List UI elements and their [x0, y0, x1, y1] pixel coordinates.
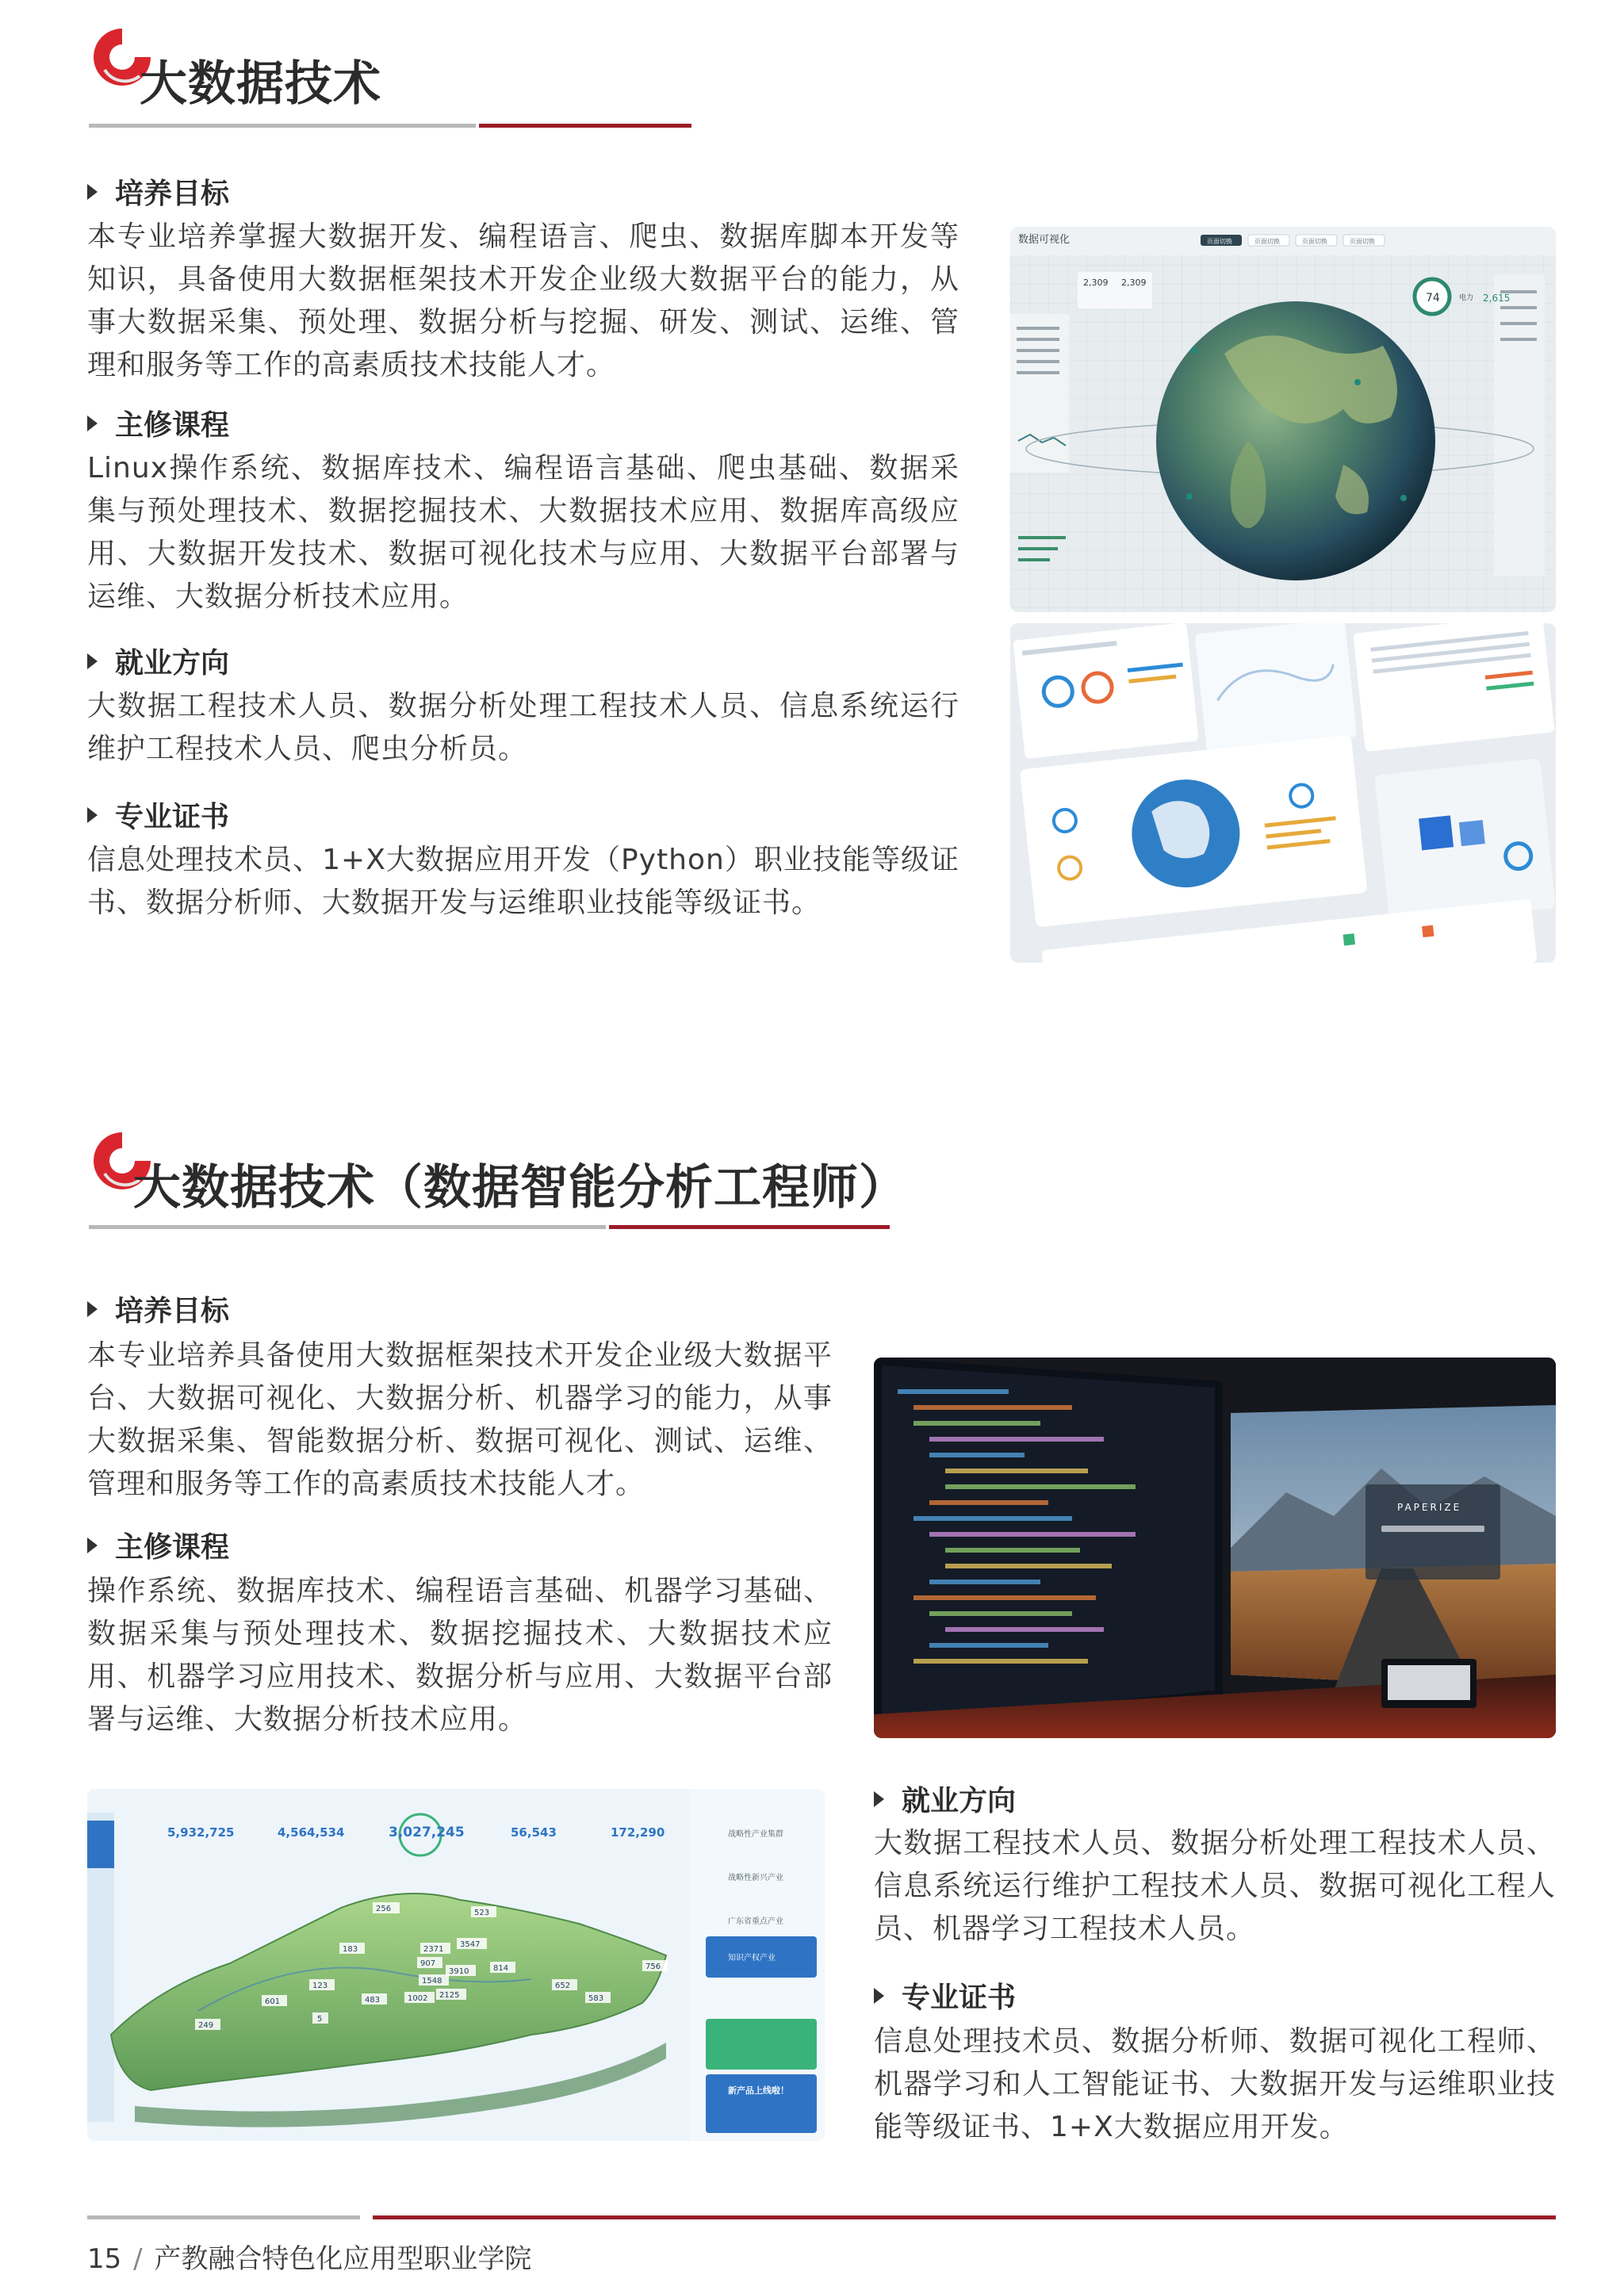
section2-rule-red	[609, 1225, 890, 1229]
section1-cert-text: 信息处理技术员、1+X大数据应用开发（Python）职业技能等级证书、数据分析师、大数据开发与运维职业技能等级证书。	[87, 844, 959, 919]
dashboard-stat-2: 2,309	[1121, 278, 1147, 288]
dashboard-tab-2: 页面切换	[1254, 238, 1280, 245]
dashboard-title-text: 数据可视化	[1018, 234, 1071, 246]
map-num-583: 583	[588, 1994, 604, 2003]
footer-rule-grey	[87, 2215, 360, 2219]
globe-dashboard-image	[1010, 227, 1556, 612]
map-stat-5: 172,290	[611, 1825, 665, 1840]
map-num-3910: 3910	[449, 1967, 469, 1976]
bullet-triangle-icon	[87, 653, 98, 669]
page-number: 15	[87, 2243, 122, 2275]
globe-dashboard-graphic	[1010, 227, 1556, 612]
section1-employment-heading: 就业方向	[87, 649, 229, 678]
map-num-2371: 2371	[423, 1945, 444, 1954]
map-side-menu-2: 战略性新兴产业	[728, 1874, 783, 1882]
footer-separator: /	[133, 2243, 143, 2275]
footer-school-name: 产教融合特色化应用型职业学院	[154, 2243, 532, 2275]
section2-cert-text: 信息处理技术员、数据分析师、数据可视化工程师、机器学习和人工智能证书、大数据开发与运维职业技能等级证书、1+X大数据应用开发。	[874, 2025, 1556, 2143]
map-num-907: 907	[420, 1959, 436, 1968]
map-promo-title: 新产品上线啦！	[728, 2085, 789, 2096]
section1-goal-heading: 培养目标	[87, 180, 229, 209]
dashboard-gauge-value: 74	[1426, 292, 1440, 304]
dashboard-stat-1: 2,309	[1083, 278, 1109, 288]
dashboard-tab-3: 页面切换	[1302, 238, 1327, 245]
map-num-249: 249	[198, 2021, 214, 2030]
section2-employment-heading: 就业方向	[874, 1787, 1016, 1816]
map-num-183: 183	[343, 1945, 358, 1954]
map-num-1002: 1002	[408, 1994, 428, 2003]
map-num-652: 652	[555, 1982, 571, 1990]
map-num-756: 756	[645, 1963, 661, 1971]
dashboard-power-value: 2,615	[1483, 293, 1511, 304]
map-num-256: 256	[376, 1905, 392, 1913]
monitors-photo-image	[874, 1358, 1556, 1738]
map-dashboard-graphic	[87, 1789, 825, 2141]
map-num-2125: 2125	[439, 1991, 460, 2000]
map-stat-1: 5,932,725	[167, 1825, 235, 1840]
map-num-5: 5	[317, 2015, 323, 2024]
map-dashboard-image	[87, 1789, 825, 2141]
section2-goal-heading: 培养目标	[87, 1297, 229, 1326]
map-num-814: 814	[493, 1964, 509, 1973]
dashboard-tab-4: 页面切换	[1350, 238, 1375, 245]
section1-courses-text: Linux操作系统、数据库技术、编程语言基础、爬虫基础、数据采集与预处理技术、数据挖掘技术、大数据技术应用、数据库高级应用、大数据开发技术、数据可视化技术与应用、大数据平台部署与运维、大数据分析技术应用。	[87, 452, 959, 613]
map-side-menu-3: 广东省重点产业	[728, 1917, 783, 1926]
section2-courses-heading: 主修课程	[87, 1534, 229, 1562]
section1-courses-heading: 主修课程	[87, 412, 229, 440]
bullet-triangle-icon	[87, 807, 98, 823]
map-side-menu-4: 知识产权产业	[728, 1954, 776, 1963]
section2-courses-text: 操作系统、数据库技术、编程语言基础、机器学习基础、数据采集与预处理技术、数据挖掘技术、大数据技术应用、机器学习应用技术、数据分析与应用、大数据平台部署与运维、大数据分析技术应用。	[87, 1575, 833, 1736]
map-num-483: 483	[365, 1996, 381, 2005]
map-num-601: 601	[265, 1997, 281, 2006]
dashboard-tab-1: 页面切换	[1207, 238, 1232, 245]
bullet-triangle-icon	[874, 1988, 884, 2004]
bullet-triangle-icon	[87, 415, 98, 431]
bullet-triangle-icon	[87, 184, 98, 200]
section2-goal-text: 本专业培养具备使用大数据框架技术开发企业级大数据平台、大数据可视化、大数据分析、机器学习的能力，从事大数据采集、智能数据分析、数据可视化、测试、运维、管理和服务等工作的高素质技术技能人才。	[87, 1339, 833, 1500]
dashboard-collage-image	[1010, 623, 1556, 963]
paperize-brand-text: PAPERIZE	[1397, 1502, 1462, 1513]
bullet-triangle-icon	[87, 1538, 98, 1553]
monitors-photo-graphic	[874, 1358, 1556, 1738]
section1-goal-text: 本专业培养掌握大数据开发、编程语言、爬虫、数据库脚本开发等知识，具备使用大数据框架技术开发企业级大数据平台的能力，从事大数据采集、预处理、数据分析与挖掘、研发、测试、运维、管理和服务等工作的高素质技术技能人才。	[87, 220, 959, 381]
section2-employment-text: 大数据工程技术人员、数据分析处理工程技术人员、信息系统运行维护工程技术人员、数据可视化工程人员、机器学习工程技术人员。	[874, 1827, 1556, 1945]
section2-rule-grey	[89, 1225, 606, 1229]
map-num-123: 123	[312, 1982, 328, 1990]
map-stat-2: 4,564,534	[278, 1825, 345, 1840]
bullet-triangle-icon	[874, 1791, 884, 1807]
map-side-menu-1: 战略性产业集群	[728, 1830, 783, 1839]
map-num-523: 523	[474, 1909, 490, 1917]
map-num-3547: 3547	[460, 1940, 481, 1949]
bullet-triangle-icon	[87, 1301, 98, 1317]
section1-rule-grey	[89, 124, 476, 128]
map-stat-3: 3,027,245	[389, 1825, 465, 1840]
section2-title: 大数据技术（数据智能分析工程师）	[133, 1160, 907, 1216]
footer-rule-red	[373, 2215, 1556, 2219]
footer-line	[87, 2243, 532, 2275]
section1-title: 大数据技术	[140, 56, 381, 112]
dashboard-power-label: 电力	[1459, 294, 1474, 302]
section1-cert-heading: 专业证书	[87, 803, 229, 832]
map-num-1548: 1548	[422, 1977, 442, 1986]
section1-employment-text: 大数据工程技术人员、数据分析处理工程技术人员、信息系统运行维护工程技术人员、爬虫分析员。	[87, 690, 959, 765]
section2-cert-heading: 专业证书	[874, 1984, 1016, 2012]
map-stat-4: 56,543	[511, 1825, 557, 1840]
section1-rule-red	[479, 124, 691, 128]
dashboard-collage-graphic	[1010, 623, 1556, 963]
